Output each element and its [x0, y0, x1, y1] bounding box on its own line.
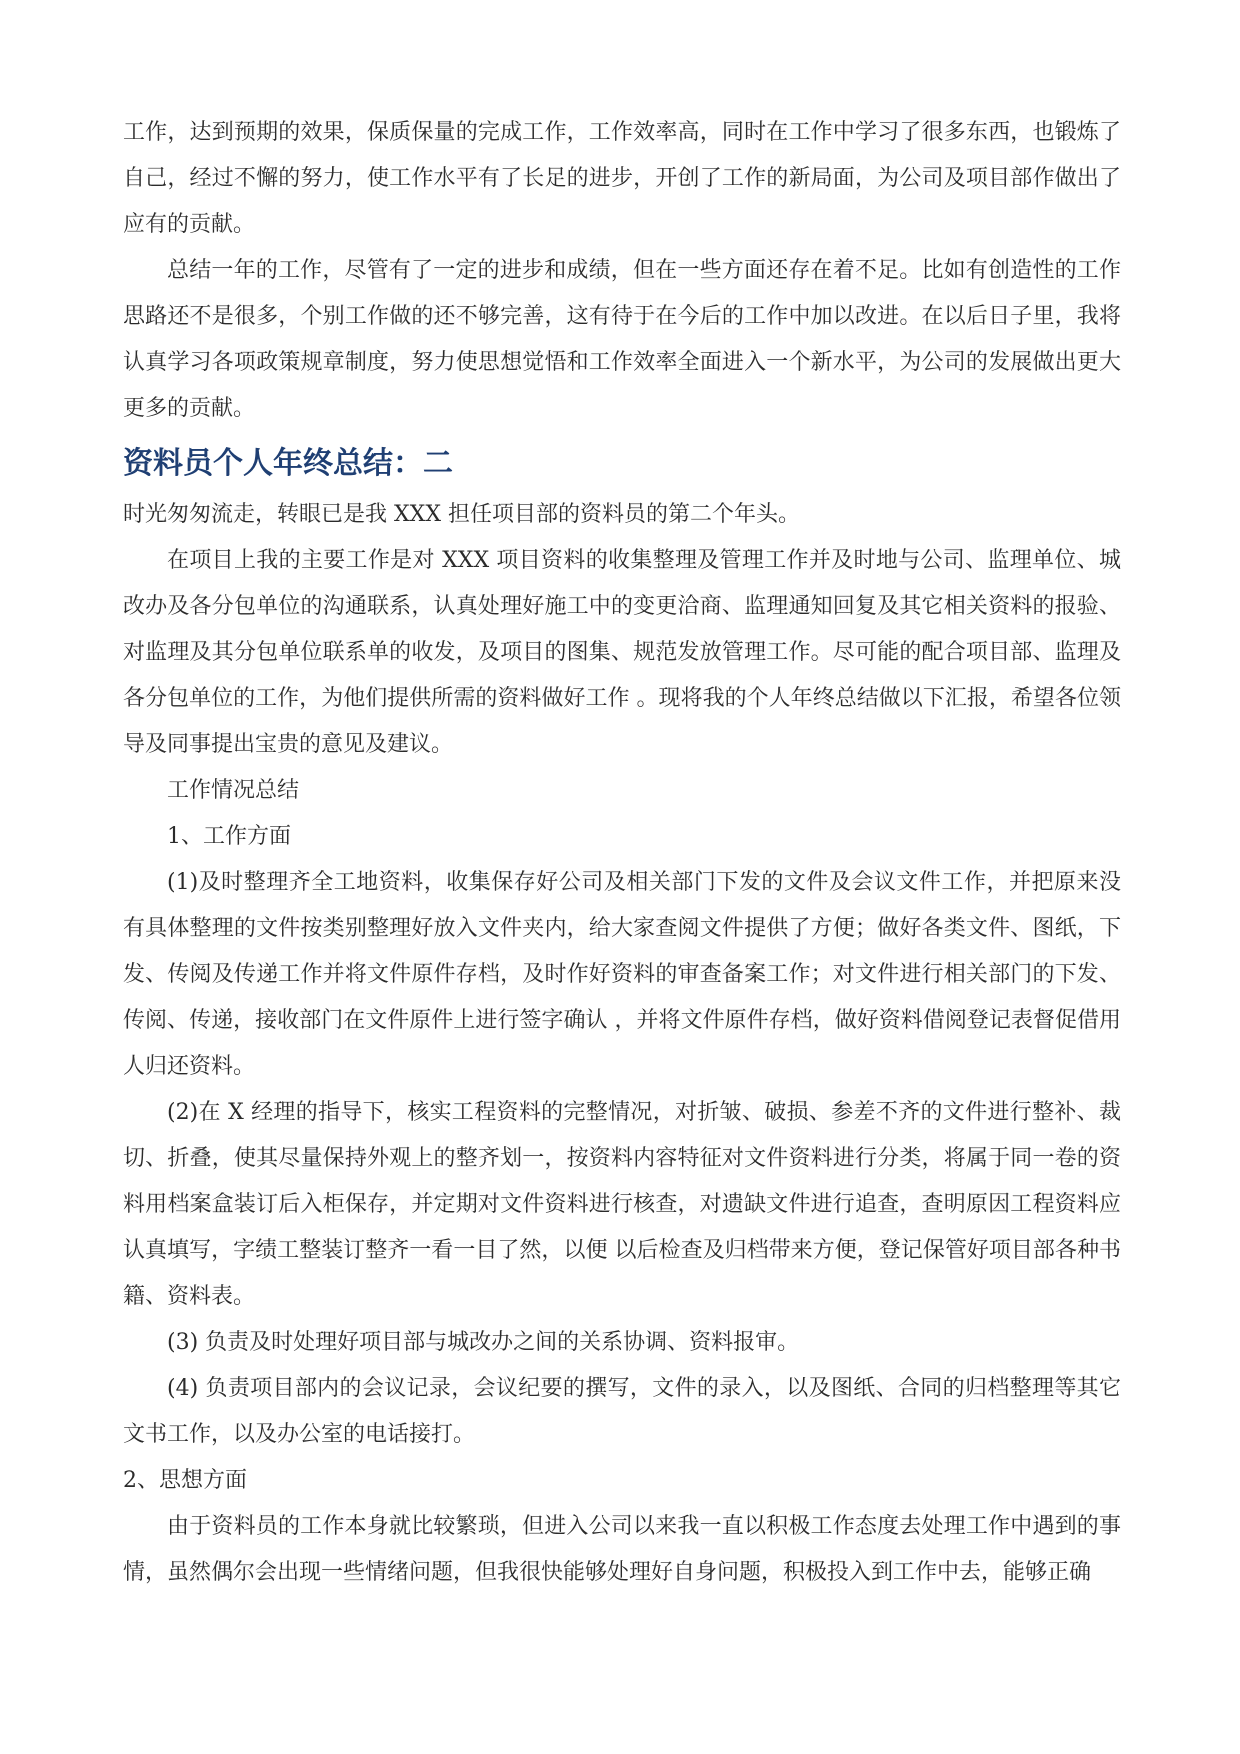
paragraph: (2)在 X 经理的指导下，核实工程资料的完整情况，对折皱、破损、参差不齐的文件进行整补、裁切、折叠，使其尽量保持外观上的整齐划一，按资料内容特征对文件资料进行分类，将属于同一卷的资料用档案盒装订后入柜保存，并定期对文件资料进行核查，对遗缺文件进行追查，查明原因工程资料应认真填写，字绩工整装订整齐一看一目了然，以便 以后检查及归档带来方便，登记保管好项目部各种书籍、资料表。 [123, 1100, 1121, 1309]
paragraph: 时光匆匆流走，转眼已是我 XXX 担任项目部的资料员的第二个年头。 [123, 502, 800, 527]
paragraph: 2、思想方面 [123, 1468, 247, 1493]
previous-section-body [123, 110, 1121, 432]
document-page [123, 110, 1121, 1596]
paragraph: 在项目上我的主要工作是对 XXX 项目资料的收集整理及管理工作并及时地与公司、监理单位、城改办及各分包单位的沟通联系，认真处理好施工中的变更洽商、监理通知回复及其它相关资料的报验、对监理及其分包单位联系单的收发，及项目的图集、规范发放管理工作。尽可能的配合项目部、监理及各分包单位的工作，为他们提供所需的资料做好工作 。现将我的个人年终总结做以下汇报，希望各位领导及同事提出宝贵的意见及建议。 [123, 548, 1121, 757]
section-body [123, 492, 1121, 1596]
paragraph: 工作，达到预期的效果，保质保量的完成工作，工作效率高，同时在工作中学习了很多东西，也锻炼了自己，经过不懈的努力，使工作水平有了长足的进步，开创了工作的新局面，为公司及项目部作做出了应有的贡献。 [123, 120, 1121, 237]
paragraph: (1)及时整理齐全工地资料，收集保存好公司及相关部门下发的文件及会议文件工作，并把原来没有具体整理的文件按类别整理好放入文件夹内，给大家查阅文件提供了方便；做好各类文件、图纸，下发、传阅及传递工作并将文件原件存档，及时作好资料的审查备案工作；对文件进行相关部门的下发、传阅、传递，接收部门在文件原件上进行签字确认 ，并将文件原件存档，做好资料借阅登记表督促借用人归还资料。 [123, 870, 1121, 1079]
paragraph: 工作情况总结 [167, 778, 300, 803]
paragraph: 总结一年的工作，尽管有了一定的进步和成绩，但在一些方面还存在着不足。比如有创造性的工作思路还不是很多，个别工作做的还不够完善，这有待于在今后的工作中加以改进。在以后日子里，我将认真学习各项政策规章制度，努力使思想觉悟和工作效率全面进入一个新水平，为公司的发展做出更大更多的贡献。 [123, 258, 1121, 421]
paragraph: 由于资料员的工作本身就比较繁琐，但进入公司以来我一直以积极工作态度去处理工作中遇到的事情，虽然偶尔会出现一些情绪问题，但我很快能够处理好自身问题，积极投入到工作中去，能够正确 [123, 1514, 1121, 1585]
paragraph: (4) 负责项目部内的会议记录，会议纪要的撰写，文件的录入，以及图纸、合同的归档整理等其它文书工作，以及办公室的电话接打。 [123, 1376, 1121, 1447]
paragraph: (3) 负责及时处理好项目部与城改办之间的关系协调、资料报审。 [167, 1330, 800, 1355]
paragraph: 1、工作方面 [167, 824, 291, 849]
section-heading: 资料员个人年终总结：二 [123, 446, 453, 481]
